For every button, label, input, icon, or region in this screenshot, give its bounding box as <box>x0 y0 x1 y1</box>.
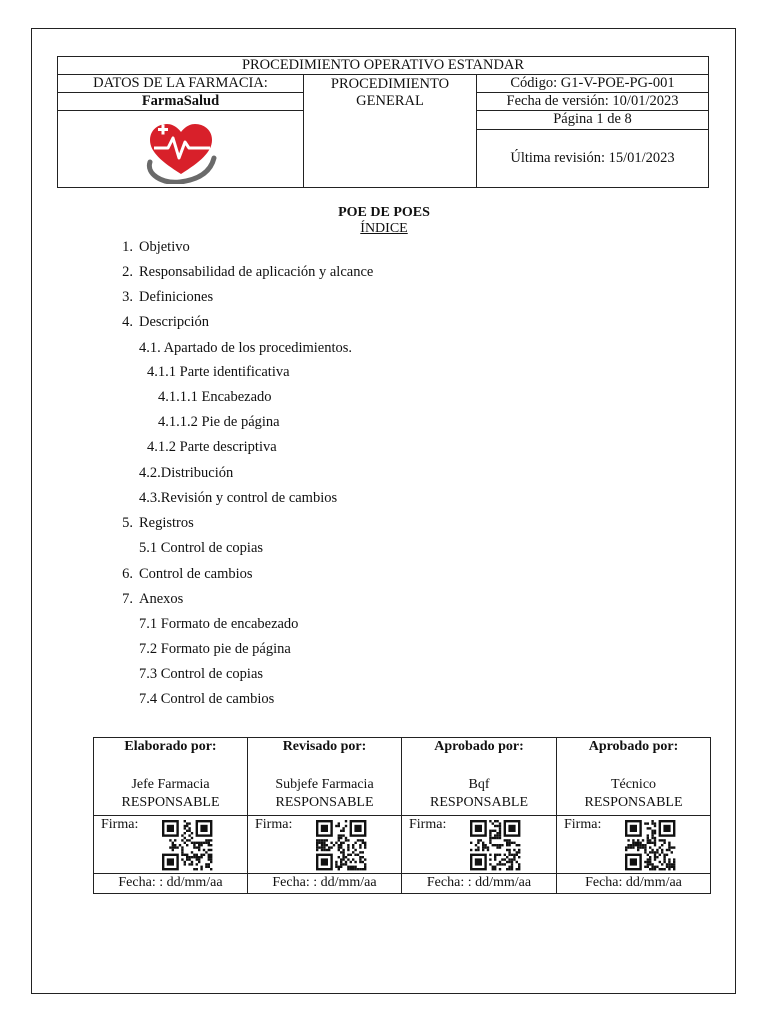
index-item: 6. Control de cambios <box>122 566 253 582</box>
qr-code-icon <box>312 819 370 871</box>
signature-role-cell: Aprobado por: Bqf RESPONSABLE <box>402 738 557 816</box>
index-item: 3. Definiciones <box>122 289 214 305</box>
code: Código: G1-V-POE-PG-001 <box>477 75 709 93</box>
procedure-cell <box>304 75 477 188</box>
qr-code-icon <box>158 819 216 871</box>
doc-title: PROCEDIMIENTO OPERATIVO ESTANDAR <box>58 57 709 75</box>
signature-table <box>93 737 711 894</box>
index-item: 4.1.1.1 Encabezado <box>158 389 272 405</box>
index-item: 7.1 Formato de encabezado <box>139 616 299 632</box>
index-item: 7.4 Control de cambios <box>139 691 275 707</box>
header-table <box>57 56 709 188</box>
version-date: Fecha de versión: 10/01/2023 <box>477 93 709 111</box>
index-item: 4.1.2 Parte descriptiva <box>147 439 277 455</box>
qr-code-icon <box>621 819 679 871</box>
procedure-line1: PROCEDIMIENTO <box>330 76 450 92</box>
page-number: Página 1 de 8 <box>477 111 709 130</box>
index-item: 4.1.1 Parte identificativa <box>147 364 290 380</box>
index-item: 4.1.1.2 Pie de página <box>158 414 280 430</box>
index-item: 4. Descripción <box>122 314 210 330</box>
qr-code-icon <box>466 819 524 871</box>
signature-firma-cell: Firma: <box>402 816 557 874</box>
index-item: 2. Responsabilidad de aplicación y alcance <box>122 264 374 280</box>
index-item: 7.2 Formato pie de página <box>139 641 291 657</box>
heart-pulse-cross-icon <box>140 118 222 184</box>
procedure-line2: GENERAL <box>356 93 424 109</box>
signature-date: Fecha: : dd/mm/aa <box>94 874 248 894</box>
index-item: 7. Anexos <box>122 591 184 607</box>
signature-role-cell: Elaborado por: Jefe Farmacia RESPONSABLE <box>94 738 248 816</box>
index-item: 4.3.Revisión y control de cambios <box>139 490 338 506</box>
index-item: 1. Objetivo <box>122 239 190 255</box>
last-revision: Última revisión: 15/01/2023 <box>477 130 709 188</box>
signature-firma-cell: Firma: <box>557 816 711 874</box>
main-title: POE DE POES <box>338 205 430 220</box>
signature-date: Fecha: : dd/mm/aa <box>248 874 402 894</box>
signature-role-cell: Revisado por: Subjefe Farmacia RESPONSABLE <box>248 738 402 816</box>
pharmacy-name: FarmaSalud <box>58 93 304 111</box>
signature-date: Fecha: dd/mm/aa <box>557 874 711 894</box>
signature-firma-cell: Firma: <box>94 816 248 874</box>
index-item: 4.2.Distribución <box>139 465 234 481</box>
signature-date: Fecha: : dd/mm/aa <box>402 874 557 894</box>
index-item: 7.3 Control de copias <box>139 666 264 682</box>
index-title: ÍNDICE <box>360 221 408 236</box>
index-item: 4.1. Apartado de los procedimientos. <box>139 340 353 356</box>
signature-firma-cell: Firma: <box>248 816 402 874</box>
logo-cell <box>58 111 304 188</box>
index-item: 5.1 Control de copias <box>139 540 264 556</box>
signature-role-cell: Aprobado por: Técnico RESPONSABLE <box>557 738 711 816</box>
index-item: 5. Registros <box>122 515 194 531</box>
pharmacy-label: DATOS DE LA FARMACIA: <box>58 75 304 93</box>
